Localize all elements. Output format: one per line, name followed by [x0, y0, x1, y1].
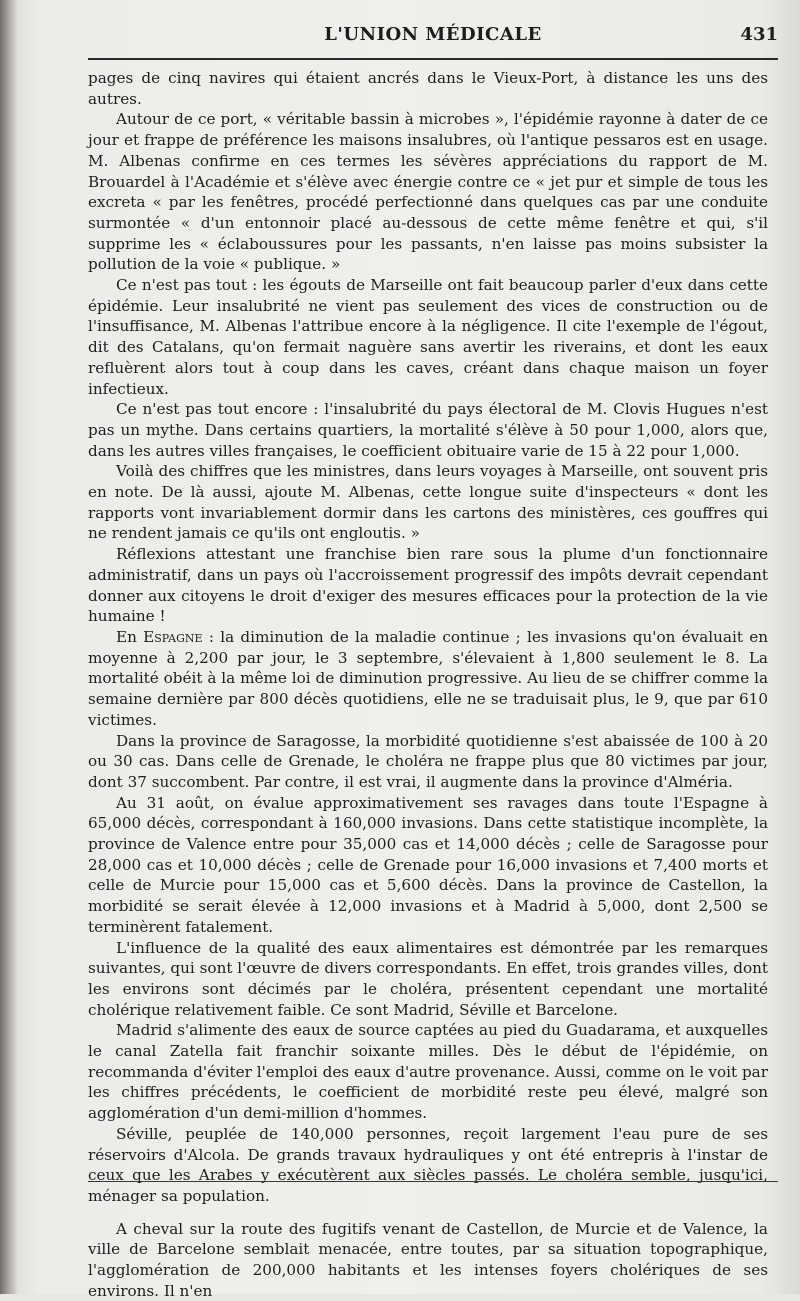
paragraph-lead: En: [116, 627, 144, 646]
paragraph: Ce n'est pas tout encore : l'insalubrité du pays électoral de M. Clovis Hugues n'est pas un mythe. Dans certains quartiers, la mortalité s'élève à 50 pour 1,000, alors que, dans les autres villes françaises, le coefficient obituaire varie de 15 à 22 pour 1,000.: [88, 400, 768, 460]
paragraph: Au 31 août, on évalue approximativement ses ravages dans toute l'Espagne à 65,000 décès, correspondant à 160,000 invasions. Dans cette statistique incomplète, la province de Valence entre pour 35,000 cas et 14,000 décès ; celle de Saragosse pour 28,000 cas et 10,000 décès ; celle de Grenade pour 16,000 invasions et 7,400 morts et celle de Murcie pour 15,000 cas et 5,600 décès. Dans la province de Castellon, la morbidité se serait élevée à 12,000 invasions et à Madrid à 5,000, dont 2,500 se terminèrent fatalement.: [88, 793, 768, 936]
paragraph-espagne: [88, 627, 768, 731]
paragraph: pages de cinq navires qui étaient ancrés dans le Vieux-Port, à distance les uns des autres.: [88, 69, 768, 108]
paragraph: Dans la province de Saragosse, la morbidité quotidienne s'est abaissée de 100 à 20 ou 30 cas. Dans celle de Grenade, le choléra ne frappe plus que 80 victimes par jour, dont 37 succombent. Par contre, il est vrai, il augmente dans la province d'Alméria.: [88, 731, 768, 791]
journal-title: L'UNION MÉDICALE: [324, 24, 542, 45]
page-number: 431: [740, 24, 778, 45]
paragraph: Ce n'est pas tout : les égouts de Marseille ont fait beaucoup parler d'eux dans cette épidémie. Leur insalubrité ne vient pas seulement des vices de construction ou de l'insuffisance, M. Albenas l'attribue encore à la négligence. Il cite l'exemple de l'égout, dit des Catalans, qu'on fermait naguère sans avertir les riverains, et dont les eaux refluèrent alors tout à coup dans les caves, créant dans chaque maison un foyer infectieux.: [88, 276, 768, 398]
paragraph-rest: : la diminution de la maladie continue ; les invasions qu'on évaluait en moyenne à 2,200 par jour, le 3 septembre, s'élevaient à 1,800 seulement le 8. La mortalité obéit à la même loi de diminution progressive. Au lieu de se chiffrer comme la semaine dernière par 800 décès quotidiens, elle ne se traduisait plus, le 9, que par 610 victimes.: [88, 627, 769, 729]
page-binding-shadow: [0, 0, 18, 1294]
header-rule: [88, 58, 778, 60]
paragraph: Autour de ce port, « véritable bassin à microbes », l'épidémie rayonne à dater de ce jour et frappe de préférence les maisons insalubres, où l'antique pessaros est en usage. M. Albenas confirme en ces termes les sévères appréciations du rapport de M. Brouardel à l'Académie et s'élève avec énergie contre ce « jet pur et simple de tous les excreta « par les fenêtres, procédé perfectionné dans quelques cas par une conduite surmontée « d'un entonnoir placé au-dessous de cette même fenêtre et qui, s'il supprime les « éclaboussures pour les passants, n'en laisse pas moins subsister la pollution de la voie « publique. »: [88, 110, 768, 274]
paragraph: Réflexions attestant une franchise bien rare sous la plume d'un fonctionnaire administratif, dans un pays où l'accroissement progressif des impôts devrait cependant donner aux citoyens le droit d'exiger des mesures efficaces pour la protection de la vie humaine !: [88, 545, 768, 626]
paragraph: Madrid s'alimente des eaux de source captées au pied du Guadarama, et auxquelles le canal Zatella fait franchir soixante milles. Dès le début de l'épidémie, on recommanda d'éviter l'emploi des eaux d'autre provenance. Aussi, comme on le voit par les chiffres précédents, le coefficient de morbidité reste peu élevé, malgré son agglomération d'un demi-million d'hommes.: [88, 1021, 768, 1123]
paragraph: Séville, peuplée de 140,000 personnes, reçoit largement l'eau pure de ses réservoirs d'Alcola. De grands travaux hydrauliques y ont été entrepris à l'instar de ceux que les Arabes y exécutèrent aux siècles passés. Le choléra semble, jusqu'ici, ménager sa population.: [88, 1124, 768, 1205]
country-name: Espagne: [143, 627, 203, 646]
paragraph: A cheval sur la route des fugitifs venant de Castellon, de Murcie et de Valence, la ville de Barcelone semblait menacée, entre toutes, par sa situation topographique, l'agglomération de 200,000 habitants et les intenses foyers cholériques de ses environs. Il n'en: [88, 1219, 768, 1300]
section-rule: [88, 1181, 778, 1182]
paragraph: L'influence de la qualité des eaux alimentaires est démontrée par les remarques suivantes, qui sont l'œuvre de divers correspondants. En effet, trois grandes villes, dont les environs sont décimés par le choléra, présentent cependant une mortalité cholérique relativement faible. Ce sont Madrid, Séville et Barcelone.: [88, 938, 768, 1019]
running-header: [88, 22, 778, 50]
paragraph: Voilà des chiffres que les ministres, dans leurs voyages à Marseille, ont souvent pris en note. De là aussi, ajoute M. Albenas, cette longue suite d'inspecteurs « dont les rapports vont invariablement dormir dans les cartons des ministères, ces gouffres qui ne rendent jamais ce qu'ils ont engloutis. »: [88, 462, 768, 543]
article-body: [88, 68, 768, 1301]
section-spacer: [88, 1207, 768, 1219]
